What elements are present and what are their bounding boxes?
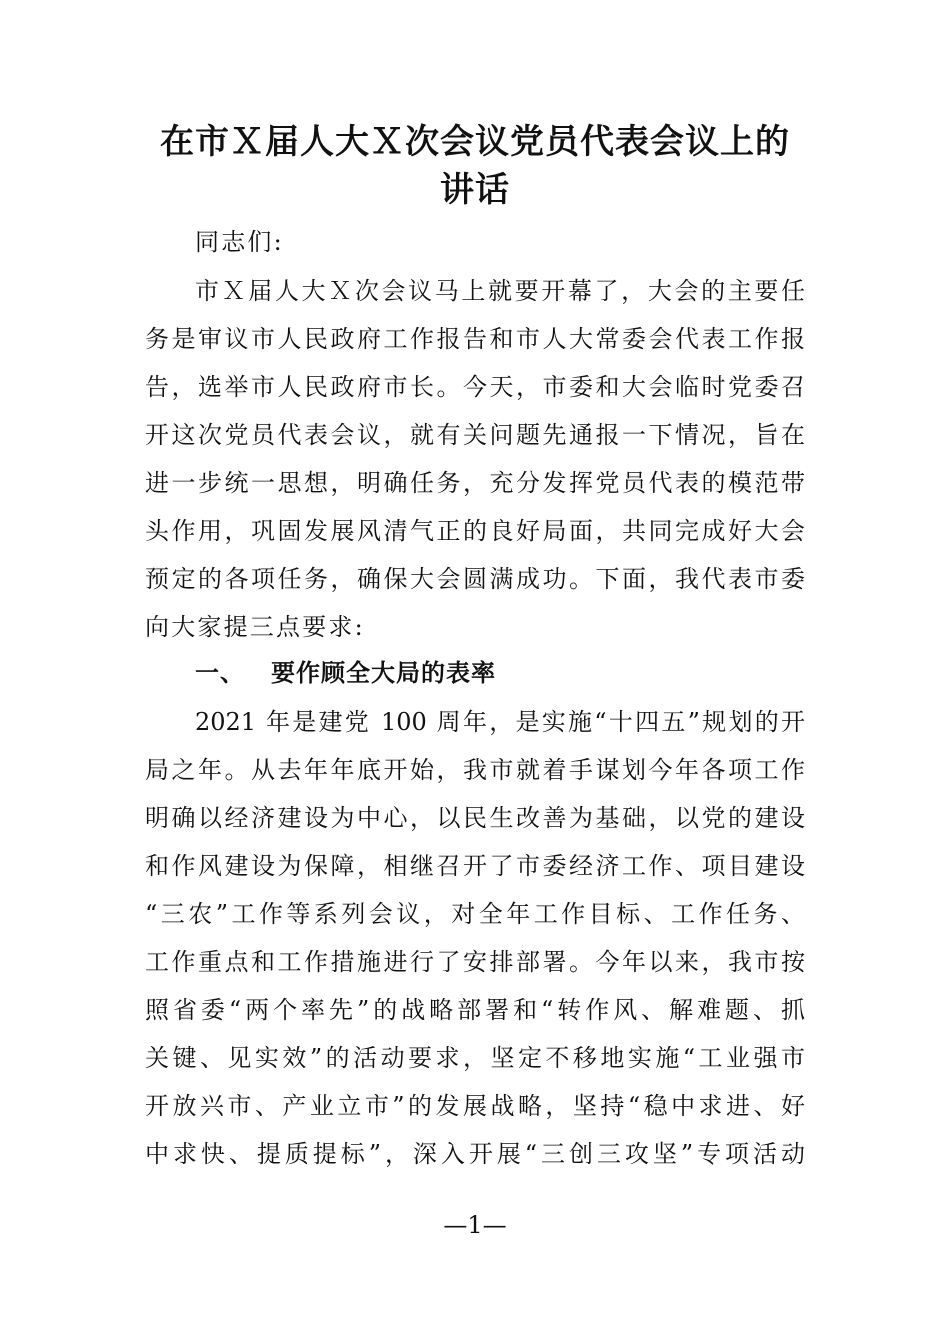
paragraph-line: 预定的各项任务，确保大会圆满成功。下面，我代表市委 <box>145 565 805 593</box>
paragraph-line: 市Ｘ届人大Ｘ次会议马上就要开幕了，大会的主要任 <box>195 277 805 305</box>
paragraph-line: 工作重点和工作措施进行了安排部署。今年以来，我市按 <box>145 948 805 976</box>
paragraph-line: 开放兴市、产业立市”的发展战略，坚持“稳中求进、好 <box>145 1092 805 1120</box>
section-title: 要作顾全大局的表率 <box>271 658 496 687</box>
section-heading <box>195 656 805 690</box>
paragraph-line: 和作风建设为保障，相继召开了市委经济工作、项目建设 <box>145 852 805 880</box>
paragraph-line: 2021 年是建党 100 周年，是实施“十四五”规划的开 <box>195 708 805 736</box>
paragraph-line: 照省委“两个率先”的战略部署和“转作风、解难题、抓 <box>145 996 805 1024</box>
salutation: 同志们: <box>195 228 284 256</box>
page-number: —1— <box>443 1211 507 1239</box>
paragraph-line: 开这次党员代表会议，就有关问题先通报一下情况，旨在 <box>145 421 805 449</box>
paragraph-line: 进一步统一思想，明确任务，充分发挥党员代表的模范带 <box>145 469 805 497</box>
paragraph-line: 向大家提三点要求: <box>145 613 365 641</box>
paragraph-line: 中求快、提质提标”，深入开展“三创三攻坚”专项活动 <box>145 1140 805 1168</box>
section-number: 一、 <box>195 658 245 687</box>
paragraph-line: 头作用，巩固发展风清气正的良好局面，共同完成好大会 <box>145 517 805 545</box>
document-title-continued: 讲话 <box>440 170 510 210</box>
paragraph-line: “三农”工作等系列会议，对全年工作目标、工作任务、 <box>145 900 805 928</box>
paragraph-line: 明确以经济建设为中心，以民生改善为基础，以党的建设 <box>145 804 805 832</box>
paragraph-line: 告，选举市人民政府市长。今天，市委和大会临时党委召 <box>145 373 805 401</box>
document-title: 在市Ｘ届人大Ｘ次会议党员代表会议上的 <box>160 122 790 162</box>
paragraph-line: 关键、见实效”的活动要求，坚定不移地实施“工业强市 <box>145 1044 805 1072</box>
paragraph-line: 务是审议市人民政府工作报告和市人大常委会代表工作报 <box>145 325 805 353</box>
paragraph-line: 局之年。从去年年底开始，我市就着手谋划今年各项工作 <box>145 756 805 784</box>
